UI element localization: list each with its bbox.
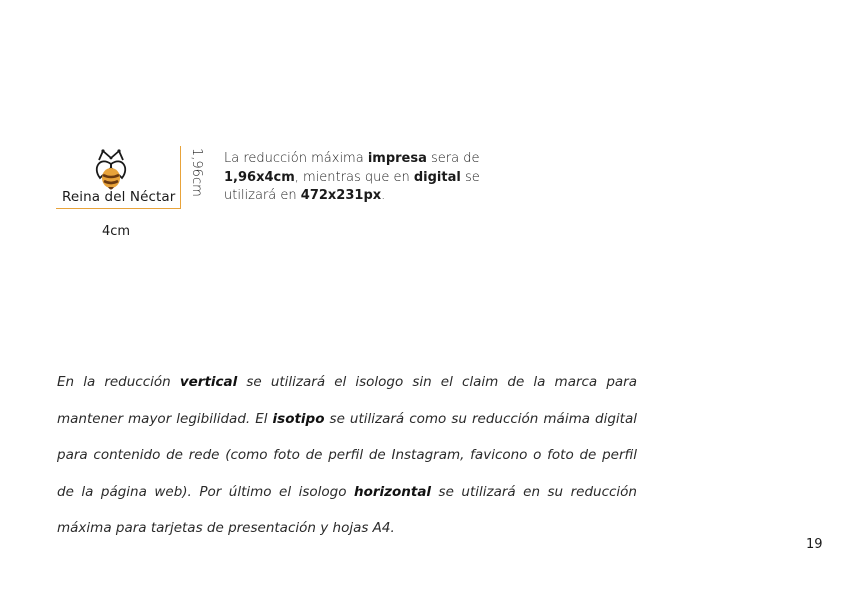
bee-crown-icon <box>90 148 132 194</box>
logo-wordmark: Reina del Néctar <box>62 189 176 205</box>
height-dimension-label: 1,96cm <box>189 148 204 197</box>
logo-frame <box>56 146 181 209</box>
page-number: 19 <box>806 537 823 552</box>
reduction-description: La reducción máxima impresa sera de 1,96x4cm, mientras que en digital se utilizará en 472x231px. <box>224 151 480 203</box>
width-dimension-label: 4cm <box>102 224 131 239</box>
body-paragraph: En la reducción vertical se utilizará el isologo sin el claim de la marca para mantener mayor legibilidad. El isotipo se utilizará como su reducción máima digital para contenido de rede (como foto de perfil de Instagram, favicono o foto de perfil de la página web). Por último el isologo horizontal se utilizará en su reducción máxima para tarjetas de presentación y hojas A4. <box>57 374 637 536</box>
